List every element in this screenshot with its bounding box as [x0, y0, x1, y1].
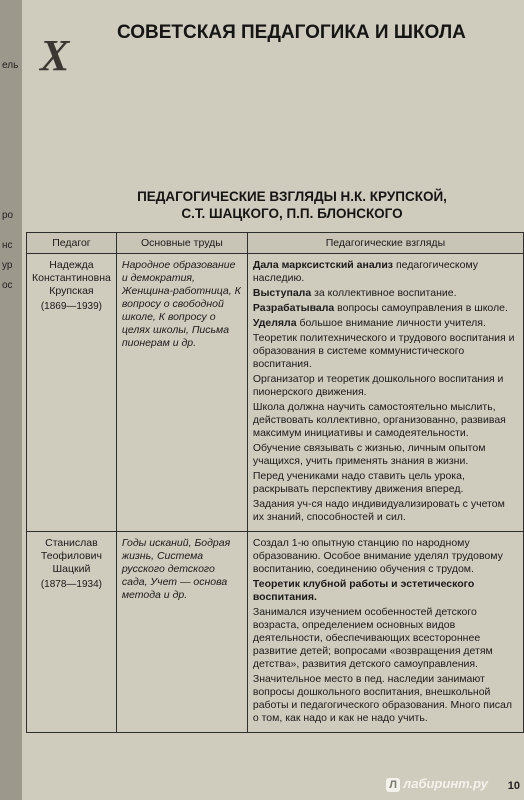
view-text: Школа должна научить самостоятельно мыслить, действовать коллективно, организованно, развивая максимум инициативы и самодеятельности.: [252, 401, 506, 439]
labirint-icon: Л: [386, 778, 400, 792]
view-emphasis: Разрабатывала: [252, 302, 335, 314]
adjacent-page-fragment: ель: [2, 60, 19, 71]
view-statement: [253, 470, 518, 496]
section-title-line1: ПЕДАГОГИЧЕСКИЕ ВЗГЛЯДЫ Н.К. КРУПСКОЙ,: [137, 189, 447, 204]
works-cell: Народное образование и демократия, Женщина-работница, К вопросу о свободной школе, К вопросу о целях школы, Письма пионерам и др.: [116, 254, 247, 532]
section-title: [82, 188, 502, 222]
view-emphasis: Теоретик клубной работы и эстетического воспитания.: [252, 578, 475, 603]
view-text: за коллективное воспитание.: [311, 287, 457, 299]
adjacent-page-fragment: нс: [2, 240, 13, 251]
table-row: [27, 532, 524, 733]
header-pedagogue: Педагог: [27, 233, 117, 254]
pedagogue-cell: [27, 532, 117, 733]
view-text: Значительное место в пед. наследии занимают вопросы дошкольного воспитания, внешкольной работы и педагогического образования. Много писал о том, как надо и как не надо учить.: [252, 673, 513, 724]
adjacent-page-fragment: ос: [2, 280, 13, 291]
view-statement: [253, 537, 518, 576]
view-text: Создал 1-ю опытную станцию по народному образованию. Особое внимание уделял трудовому воспитанию, соединению обучения с трудом.: [252, 537, 503, 575]
header-works: Основные труды: [116, 233, 247, 254]
view-emphasis: Выступала: [252, 287, 312, 299]
view-statement: [253, 373, 518, 399]
book-page: [22, 0, 524, 800]
view-text: вопросы самоуправления в школе.: [334, 302, 508, 314]
view-text: Обучение связывать с жизнью, личным опытом учащихся, учить применять знания в жизни.: [252, 442, 486, 467]
works-cell: Годы исканий, Бодрая жизнь, Система русского детского сада, Учет — основа метода и др.: [116, 532, 247, 733]
chapter-letter: X: [40, 31, 70, 80]
pedagogue-years: (1869—1939): [40, 301, 102, 312]
view-statement: [253, 259, 518, 285]
view-statement: [253, 673, 518, 725]
view-text: Организатор и теоретик дошкольного воспитания и пионерского движения.: [252, 373, 504, 398]
view-statement: [253, 287, 518, 300]
view-statement: [253, 332, 518, 371]
view-statement: [253, 302, 518, 315]
section-title-line2: С.Т. ШАЦКОГО, П.П. БЛОНСКОГО: [181, 206, 403, 221]
adjacent-page-fragment: ур: [2, 260, 13, 271]
adjacent-page-edge: [0, 0, 22, 800]
header-views: Педагогические взгляды: [247, 233, 523, 254]
view-text: Задания уч-ся надо индивидуализировать с учетом их знаний, способностей и сил.: [252, 498, 505, 523]
adjacent-page-fragment: ро: [2, 210, 14, 221]
pedagogue-cell: [27, 254, 117, 532]
view-statement: [253, 578, 518, 604]
view-statement: [253, 498, 518, 524]
view-text: Перед учениками надо ставить цель урока, раскрывать перспективу движения вперед.: [252, 470, 465, 495]
pedagogue-name: Надежда Константиновна Крупская: [32, 259, 111, 297]
view-text: педагогическому наследию.: [252, 259, 479, 284]
table-row: [27, 254, 524, 532]
chapter-title: СОВЕТСКАЯ ПЕДАГОГИКА И ШКОЛА: [117, 22, 466, 43]
view-text: Теоретик политехнического и трудового воспитания и образования в системе коммунистического воспитания.: [252, 332, 515, 370]
pedagogue-years: (1878—1934): [40, 579, 102, 590]
view-statement: [253, 401, 518, 440]
view-text: большое внимание личности учителя.: [296, 317, 486, 329]
pedagogues-table: [26, 232, 524, 733]
view-statement: [253, 606, 518, 671]
view-text: Занимался изучением особенностей детского возраста, определением основных видов деятельности, обеспечивающих всестороннее развитие детей; вопросами «возвращения детям детства», развития детского самоуправления.: [252, 606, 493, 670]
watermark-logo: Л лабиринт.ру: [386, 776, 488, 792]
view-emphasis: Уделяла: [252, 317, 297, 329]
view-statement: [253, 317, 518, 330]
table-header-row: [27, 233, 524, 254]
views-cell: [247, 532, 523, 733]
page-number: 10: [507, 780, 520, 792]
views-cell: [247, 254, 523, 532]
view-emphasis: Дала марксистский анализ: [252, 259, 394, 271]
pedagogue-name: Станислав Теофилович Шацкий: [40, 537, 102, 575]
view-statement: [253, 442, 518, 468]
